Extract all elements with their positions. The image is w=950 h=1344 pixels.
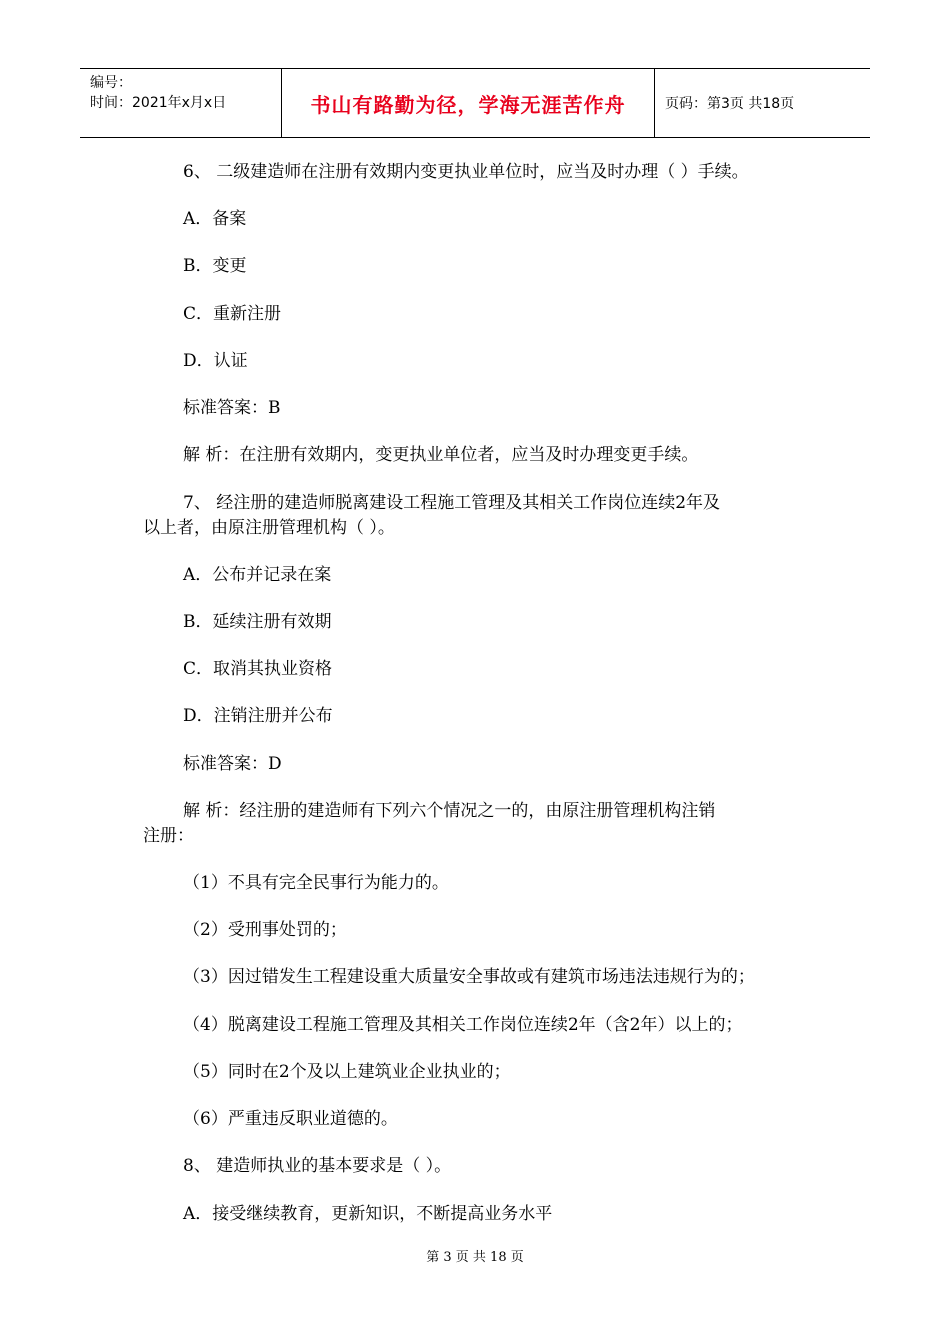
q8-option-a: A．接受继续教育，更新知识，不断提高业务水平 [183,1204,553,1224]
q6-option-a: A．备案 [183,209,247,229]
question-7-line-1: 7、 经注册的建造师脱离建设工程施工管理及其相关工作岗位连续2年及 [183,493,721,513]
q7-option-a: A．公布并记录在案 [183,565,332,585]
page-footer: 第 3 页 共 18 页 [426,1250,524,1265]
q7-option-b: B．延续注册有效期 [183,612,332,632]
q7-explanation-line-1: 解 析：经注册的建造师有下列六个情况之一的，由原注册管理机构注销 [183,801,716,821]
q7-option-d: D．注销注册并公布 [183,706,333,726]
q7-explanation-line-2: 注册： [143,826,194,846]
question-8: 8、 建造师执业的基本要求是（ ）。 [183,1156,452,1176]
header-page-info: 页码：第3页 共18页 [665,96,795,112]
q6-answer: 标准答案：B [183,398,281,418]
list-item: （6）严重违反职业道德的。 [183,1109,398,1129]
header-motto: 书山有路勤为径，学海无涯苦作舟 [282,69,655,137]
list-item: （1）不具有完全民事行为能力的。 [183,873,449,893]
header-number-label: 编号： [90,75,132,91]
q7-answer: 标准答案：D [183,754,282,774]
q6-option-b: B．变更 [183,256,247,276]
header-meta-cell [80,69,282,137]
header-time-label: 时间：2021年x月x日 [90,95,227,111]
question-7-line-2: 以上者，由原注册管理机构（ ）。 [143,518,395,538]
q7-option-c: C．取消其执业资格 [183,659,333,679]
list-item: （3）因过错发生工程建设重大质量安全事故或有建筑市场违法违规行为的； [183,967,755,987]
q6-explanation: 解 析：在注册有效期内，变更执业单位者，应当及时办理变更手续。 [183,445,699,465]
q6-option-d: D．认证 [183,351,248,371]
list-item: （5）同时在2个及以上建筑业企业执业的； [183,1062,511,1082]
list-item: （4）脱离建设工程施工管理及其相关工作岗位连续2年（含2年）以上的； [183,1015,743,1035]
list-item: （2）受刑事处罚的； [183,920,347,940]
document-header [80,68,870,138]
question-6: 6、 二级建造师在注册有效期内变更执业单位时，应当及时办理（ ）手续。 [183,162,749,182]
q6-option-c: C．重新注册 [183,304,282,324]
